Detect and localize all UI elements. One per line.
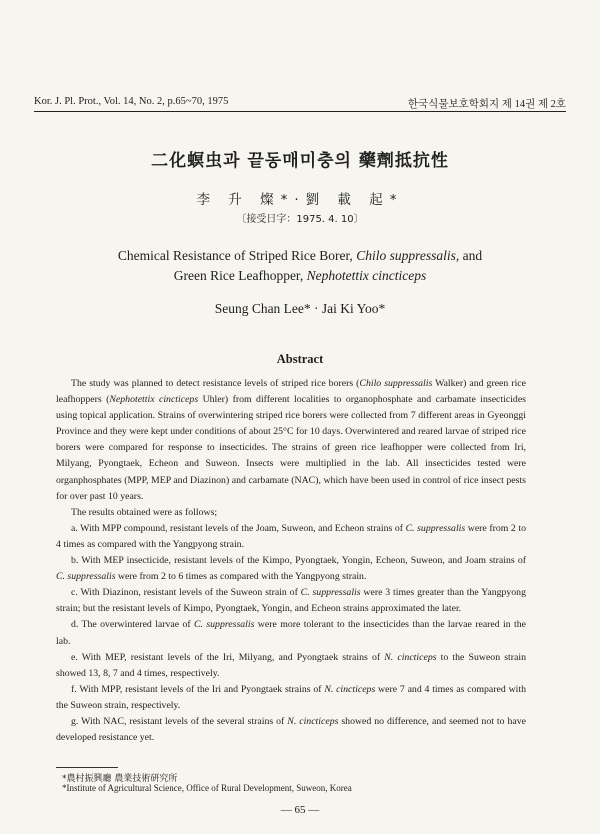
footnote-english: *Institute of Agricultural Science, Office of Rural Development, Suweon, Korea: [62, 783, 352, 793]
footnote-rule: [56, 767, 118, 768]
footnote-korean: *農村振興廳 農業技術硏究所: [62, 774, 178, 784]
title-text: Green Rice Leafhopper,: [173, 268, 307, 283]
text: a. With MPP compound, resistant levels of the Joam, Suweon, and Echeon strains of: [71, 522, 406, 534]
text: were more tolerant to the insecticides than the larvae reared in the lab.: [56, 619, 526, 647]
text: showed no difference, and seemed not to have developed resistance yet.: [56, 715, 526, 744]
text: were from 2 to 6 times as compared with the Yangpyong strain.: [115, 571, 367, 583]
abstract-body: [56, 376, 526, 746]
result-item-f: [56, 682, 526, 714]
text: The study was planned to detect resistance levels of striped rice borers (: [71, 378, 360, 389]
text: were 7 and 4 times as compared with the Suweon strain, respectively.: [56, 683, 526, 711]
header-rule: [34, 111, 566, 112]
result-item-c: [56, 585, 526, 617]
text: to the Suweon strain showed 13, 8, 7 and 4 times, respectively.: [56, 651, 526, 679]
species: C. suppressalis: [194, 619, 255, 631]
korean-authors: 李 升 燦*·劉 載 起*: [196, 192, 404, 208]
english-title-line-1: [0, 246, 600, 266]
result-item-a: [56, 521, 526, 553]
text: f. With MPP, resistant levels of the Iri and Pyongtaek strains of: [71, 683, 325, 695]
page-number: — 65 —: [280, 804, 320, 816]
species: Nephotettix cincticeps: [109, 394, 199, 406]
result-item-d: [56, 617, 526, 649]
text: Uhler) from different localities to organophosphate and carbamate insecticides using topical application. Strains of overwintering striped rice borers were collected from 7 different areas in Gyeonggi Province and they were kept under conditions of about 25°C for 10 days. Overwintered and reared larvae of striped rice borers were compared for response to insecticides. The strains of green rice leafhopper were collected from Iri, Milyang, Pyongtaek, Echeon and Suweon. Insects were multiplied in the lab. All insecticides tested were organphosphates (MPP, MEP and Diazinon) and carbamate (NAC), which have been used in control of rice insect pests for over past 10 years.: [56, 394, 526, 502]
text: e. With MEP, resistant levels of the Iri, Milyang, and Pyongtaek strains of: [71, 651, 385, 663]
result-item-e: [56, 650, 526, 682]
title-text: Chemical Resistance of Striped Rice Borer,: [117, 248, 357, 263]
text: c. With Diazinon, resistant levels of the Suweon strain of: [71, 587, 301, 599]
species: N. cincticeps: [287, 715, 339, 727]
title-species: Nephotettix cincticeps: [306, 268, 427, 283]
species: Chilo suppressalis: [359, 378, 433, 389]
text: were 3 times greater than the Yangpyong strain; but the resistant levels of Kimpo, Pyongtaek, Yongin, and Echeon strains approximated the later.: [56, 587, 526, 615]
text: Walker) and green rice leafhoppers (: [56, 378, 526, 406]
species: C. suppressalis: [300, 587, 361, 599]
text: b. With MEP insecticide, resistant levels of the Kimpo, Pyongtaek, Yongin, Echeon, Suweon, and Joam strains of: [71, 555, 526, 567]
species: C. suppressalis: [405, 522, 466, 534]
english-title: [0, 246, 600, 286]
received-date: 〔接受日字：1975. 4. 10〕: [236, 214, 364, 225]
abstract-paragraph: [56, 376, 526, 505]
title-text: and: [459, 248, 483, 263]
abstract-heading: Abstract: [276, 352, 324, 366]
result-item-b: [56, 553, 526, 585]
journal-reference: Kor. J. Pl. Prot., Vol. 14, No. 2, p.65~70, 1975: [34, 96, 229, 107]
species: N. cincticeps: [384, 651, 437, 663]
title-species: Chilo suppressalis,: [356, 248, 460, 263]
english-title-line-2: [0, 266, 600, 286]
species: N. cincticeps: [324, 683, 376, 695]
text: d. The overwintered larvae of: [71, 619, 194, 631]
korean-title: 二化螟虫과 끝동매미충의 藥劑抵抗性: [151, 151, 449, 171]
journal-reference-korean: 한국식물보호학회지 제 14권 제 2호: [407, 99, 566, 110]
result-item-g: [56, 714, 526, 746]
english-authors: Seung Chan Lee* · Jai Ki Yoo*: [214, 301, 386, 316]
text: g. With NAC, resistant levels of the several strains of: [71, 715, 288, 727]
text: were from 2 to 4 times as compared with the Yangpyong strain.: [56, 522, 526, 550]
species: C. suppressalis: [56, 571, 116, 583]
results-intro: The results obtained were as follows;: [71, 506, 218, 518]
